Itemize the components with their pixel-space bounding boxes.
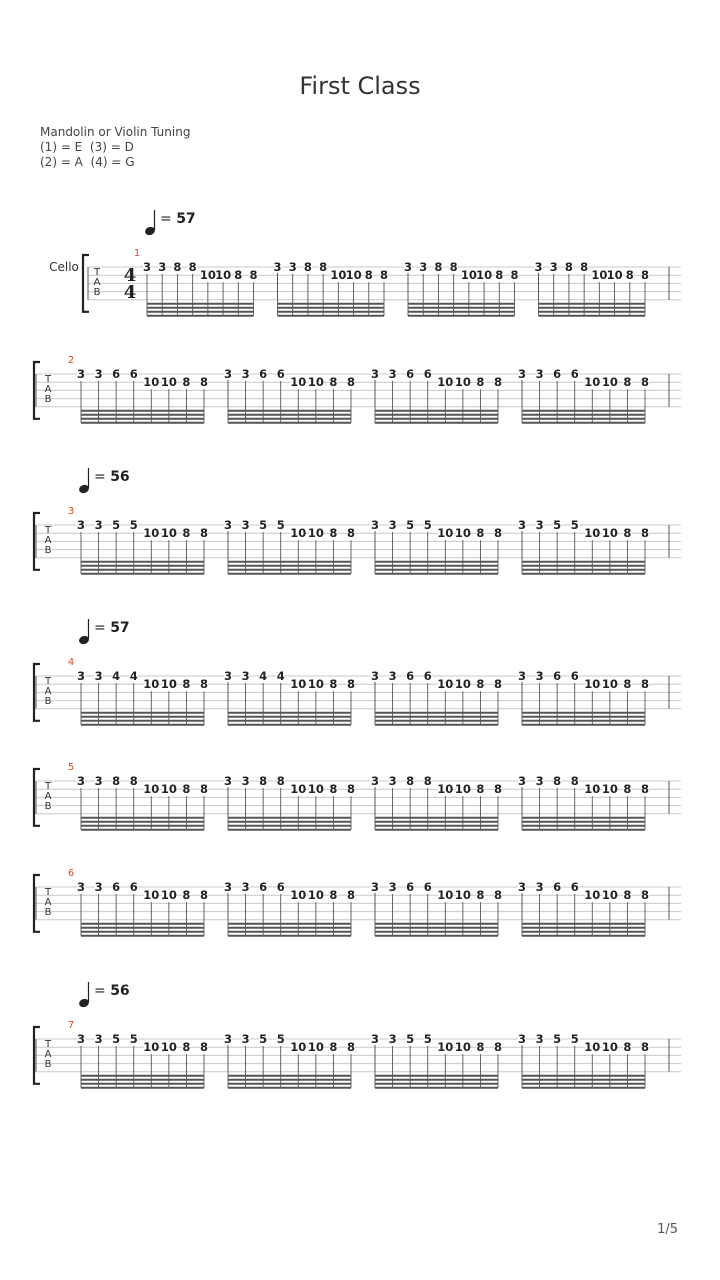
- fret-number: 3: [76, 1032, 86, 1046]
- fret-number: 10: [143, 1040, 160, 1055]
- fret-number: 8: [329, 1040, 338, 1055]
- fret-number: 5: [553, 1032, 562, 1046]
- fret-number: 5: [112, 1032, 121, 1046]
- fret-number: 8: [346, 677, 356, 692]
- tab-clef-letter: T: [44, 1039, 52, 1050]
- tab-clef-letter: B: [44, 1059, 52, 1070]
- fret-number: 3: [241, 518, 250, 532]
- fret-number: 8: [640, 677, 650, 692]
- fret-number: 6: [112, 880, 121, 894]
- fret-number: 8: [640, 268, 650, 283]
- fret-number: 3: [94, 669, 103, 683]
- tuning-heading: Mandolin or Violin Tuning: [40, 125, 191, 139]
- fret-number: 8: [493, 782, 503, 797]
- instrument-name: Cello: [49, 260, 79, 274]
- fret-number: 4: [112, 669, 121, 683]
- fret-number: 3: [388, 1032, 397, 1046]
- time-signature-bottom: 4: [123, 282, 137, 303]
- fret-number: 8: [329, 375, 338, 390]
- fret-number: 10: [143, 375, 160, 390]
- tab-clef-letter: A: [44, 384, 52, 395]
- fret-number: 8: [449, 260, 458, 274]
- fret-number: 8: [510, 268, 519, 283]
- fret-number: 10: [290, 782, 307, 797]
- fret-number: 10: [584, 375, 601, 390]
- page-number: 1/5: [657, 1222, 678, 1237]
- fret-number: 10: [290, 1040, 307, 1055]
- fret-number: 8: [329, 526, 338, 541]
- fret-number: 3: [388, 669, 397, 683]
- tab-clef-letter: B: [44, 907, 52, 918]
- fret-number: 10: [290, 375, 307, 390]
- tab-clef-letter: A: [44, 897, 52, 908]
- fret-number: 3: [534, 260, 543, 274]
- fret-number: 8: [640, 1040, 650, 1055]
- fret-number: 3: [223, 774, 233, 788]
- fret-number: 10: [290, 888, 307, 903]
- fret-number: 3: [535, 774, 544, 788]
- fret-number: 8: [199, 375, 209, 390]
- fret-number: 3: [535, 669, 544, 683]
- fret-number: 8: [640, 375, 650, 390]
- bar-number: 2: [67, 355, 75, 366]
- fret-number: 10: [601, 375, 618, 390]
- fret-number: 3: [388, 774, 397, 788]
- fret-number: 10: [143, 782, 160, 797]
- fret-number: 3: [403, 260, 413, 274]
- fret-number: 8: [329, 677, 338, 692]
- fret-number: 10: [143, 888, 160, 903]
- tab-clef-letter: B: [93, 287, 101, 298]
- fret-number: 10: [215, 268, 232, 283]
- fret-number: 3: [76, 774, 86, 788]
- fret-number: 6: [276, 880, 285, 894]
- fret-number: 3: [241, 774, 250, 788]
- fret-number: 8: [476, 782, 485, 797]
- fret-number: 6: [553, 367, 562, 381]
- fret-number: 8: [346, 1040, 356, 1055]
- fret-number: 3: [388, 518, 397, 532]
- fret-number: 8: [493, 375, 503, 390]
- fret-number: 6: [406, 669, 415, 683]
- fret-number: 6: [553, 669, 562, 683]
- bar-number: 6: [67, 868, 75, 879]
- fret-number: 3: [223, 669, 233, 683]
- fret-number: 8: [640, 888, 650, 903]
- fret-number: 10: [601, 782, 618, 797]
- fret-number: 8: [564, 260, 573, 274]
- fret-number: 10: [160, 526, 177, 541]
- fret-number: 6: [570, 367, 579, 381]
- fret-number: 8: [199, 782, 209, 797]
- fret-number: 10: [601, 677, 618, 692]
- fret-number: 8: [364, 268, 373, 283]
- fret-number: 6: [406, 367, 415, 381]
- fret-number: 10: [307, 1040, 324, 1055]
- fret-number: 8: [553, 774, 562, 788]
- fret-number: 4: [276, 669, 285, 683]
- fret-number: 3: [535, 367, 544, 381]
- fret-number: 8: [623, 888, 632, 903]
- fret-number: 3: [517, 367, 527, 381]
- fret-number: 10: [437, 782, 454, 797]
- fret-number: 8: [640, 526, 650, 541]
- fret-number: 10: [601, 888, 618, 903]
- fret-number: 3: [94, 367, 103, 381]
- tab-system: [34, 619, 681, 725]
- fret-number: 10: [454, 888, 471, 903]
- fret-number: 10: [454, 677, 471, 692]
- fret-number: 8: [188, 260, 197, 274]
- fret-number: 3: [158, 260, 167, 274]
- fret-number: 10: [143, 677, 160, 692]
- fret-number: 8: [493, 888, 503, 903]
- fret-number: 5: [553, 518, 562, 532]
- fret-number: 8: [346, 375, 356, 390]
- fret-number: 10: [454, 782, 471, 797]
- fret-number: 6: [406, 880, 415, 894]
- fret-number: 10: [591, 268, 608, 283]
- fret-number: 6: [570, 669, 579, 683]
- fret-number: 8: [346, 888, 356, 903]
- fret-number: 8: [346, 526, 356, 541]
- fret-number: 10: [307, 375, 324, 390]
- fret-number: 3: [288, 260, 297, 274]
- fret-number: 8: [476, 677, 485, 692]
- fret-number: 10: [584, 677, 601, 692]
- fret-number: 8: [623, 782, 632, 797]
- fret-number: 5: [276, 1032, 285, 1046]
- fret-number: 4: [129, 669, 138, 683]
- fret-number: 3: [370, 669, 380, 683]
- fret-number: 10: [330, 268, 347, 283]
- fret-number: 8: [406, 774, 415, 788]
- fret-number: 10: [601, 526, 618, 541]
- fret-number: 8: [379, 268, 389, 283]
- fret-number: 8: [249, 268, 258, 283]
- fret-number: 8: [495, 268, 504, 283]
- fret-number: 10: [601, 1040, 618, 1055]
- fret-number: 5: [259, 518, 268, 532]
- fret-number: 5: [570, 518, 579, 532]
- fret-number: 3: [535, 518, 544, 532]
- fret-number: 3: [549, 260, 558, 274]
- fret-number: 3: [76, 669, 86, 683]
- tuning-line-1: (1) = E (3) = D: [40, 140, 134, 154]
- fret-number: 8: [199, 1040, 209, 1055]
- fret-number: 8: [199, 888, 209, 903]
- tab-clef-letter: A: [44, 1049, 52, 1060]
- fret-number: 10: [160, 677, 177, 692]
- fret-number: 10: [307, 677, 324, 692]
- fret-number: 3: [76, 880, 86, 894]
- fret-number: 6: [553, 880, 562, 894]
- tab-clef-letter: A: [44, 791, 52, 802]
- tuning-line-2: (2) = A (4) = G: [40, 155, 135, 169]
- fret-number: 10: [437, 888, 454, 903]
- fret-number: 8: [112, 774, 121, 788]
- fret-number: 10: [290, 677, 307, 692]
- fret-number: 6: [570, 880, 579, 894]
- tab-clef-letter: T: [44, 781, 52, 792]
- fret-number: 6: [259, 367, 268, 381]
- fret-number: 10: [160, 375, 177, 390]
- fret-number: 10: [584, 888, 601, 903]
- fret-number: 3: [517, 774, 527, 788]
- fret-number: 8: [276, 774, 285, 788]
- fret-number: 3: [370, 880, 380, 894]
- fret-number: 10: [584, 1040, 601, 1055]
- fret-number: 10: [307, 526, 324, 541]
- fret-number: 10: [160, 888, 177, 903]
- fret-number: 8: [423, 774, 432, 788]
- fret-number: 8: [493, 1040, 503, 1055]
- fret-number: 3: [241, 880, 250, 894]
- song-title: First Class: [299, 72, 421, 100]
- fret-number: 3: [76, 518, 86, 532]
- fret-number: 3: [94, 774, 103, 788]
- time-signature-top: 4: [123, 265, 137, 286]
- fret-number: 10: [307, 782, 324, 797]
- bar-number: 5: [67, 762, 75, 773]
- fret-number: 8: [476, 375, 485, 390]
- fret-number: 8: [234, 268, 243, 283]
- tab-clef-letter: T: [44, 525, 52, 536]
- tab-clef-letter: A: [44, 535, 52, 546]
- fret-number: 5: [406, 518, 415, 532]
- fret-number: 8: [476, 1040, 485, 1055]
- fret-number: 6: [423, 669, 432, 683]
- fret-number: 10: [437, 677, 454, 692]
- fret-number: 6: [129, 367, 138, 381]
- fret-number: 3: [517, 1032, 527, 1046]
- fret-number: 10: [606, 268, 623, 283]
- tab-system: [34, 868, 681, 936]
- fret-number: 8: [623, 526, 632, 541]
- fret-number: 3: [535, 1032, 544, 1046]
- fret-number: 3: [535, 880, 544, 894]
- fret-number: 3: [388, 880, 397, 894]
- bar-number: 1: [133, 248, 141, 259]
- tempo-marking: = 57: [160, 211, 196, 227]
- fret-number: 8: [182, 1040, 191, 1055]
- tab-clef-letter: B: [44, 801, 52, 812]
- tab-clef-letter: T: [44, 374, 52, 385]
- fret-number: 6: [259, 880, 268, 894]
- fret-number: 8: [476, 888, 485, 903]
- fret-number: 8: [434, 260, 443, 274]
- fret-number: 3: [223, 518, 233, 532]
- fret-number: 8: [346, 782, 356, 797]
- fret-number: 10: [460, 268, 477, 283]
- tab-clef-letter: B: [44, 394, 52, 405]
- fret-number: 3: [273, 260, 282, 274]
- fret-number: 3: [517, 669, 527, 683]
- fret-number: 3: [370, 1032, 380, 1046]
- fret-number: 10: [143, 526, 160, 541]
- fret-number: 8: [623, 677, 632, 692]
- fret-number: 3: [370, 367, 380, 381]
- tab-clef-letter: T: [93, 267, 101, 278]
- tab-clef-letter: B: [44, 696, 52, 707]
- fret-number: 6: [129, 880, 138, 894]
- tab-system: [34, 982, 681, 1088]
- fret-number: 5: [129, 518, 138, 532]
- fret-number: 10: [160, 1040, 177, 1055]
- tab-clef-letter: T: [44, 887, 52, 898]
- fret-number: 5: [129, 1032, 138, 1046]
- fret-number: 10: [454, 1040, 471, 1055]
- tempo-marking: = 57: [94, 620, 130, 636]
- fret-number: 5: [423, 518, 432, 532]
- fret-number: 3: [94, 880, 103, 894]
- tab-clef-letter: T: [44, 676, 52, 687]
- tab-system: [34, 355, 681, 423]
- fret-number: 10: [437, 375, 454, 390]
- fret-number: 10: [345, 268, 362, 283]
- fret-number: 10: [437, 526, 454, 541]
- tab-system: [34, 468, 681, 574]
- fret-number: 8: [173, 260, 182, 274]
- fret-number: 10: [454, 375, 471, 390]
- fret-number: 8: [493, 526, 503, 541]
- fret-number: 10: [160, 782, 177, 797]
- fret-number: 8: [199, 677, 209, 692]
- fret-number: 8: [199, 526, 209, 541]
- fret-number: 6: [112, 367, 121, 381]
- fret-number: 8: [182, 677, 191, 692]
- tab-clef-letter: A: [93, 277, 101, 288]
- tab-system: [34, 762, 681, 830]
- fret-number: 5: [259, 1032, 268, 1046]
- tab-system: [49, 210, 681, 316]
- fret-number: 3: [223, 880, 233, 894]
- fret-number: 5: [276, 518, 285, 532]
- fret-number: 4: [259, 669, 268, 683]
- fret-number: 8: [580, 260, 589, 274]
- fret-number: 10: [584, 782, 601, 797]
- fret-number: 3: [388, 367, 397, 381]
- fret-number: 3: [370, 518, 380, 532]
- fret-number: 3: [94, 1032, 103, 1046]
- fret-number: 8: [319, 260, 328, 274]
- tempo-marking: = 56: [94, 469, 130, 485]
- tab-clef-letter: B: [44, 545, 52, 556]
- tempo-marking: = 56: [94, 983, 130, 999]
- bar-number: 4: [67, 657, 75, 668]
- bar-number: 7: [67, 1020, 75, 1031]
- fret-number: 3: [223, 367, 233, 381]
- fret-number: 8: [329, 782, 338, 797]
- fret-number: 3: [517, 518, 527, 532]
- fret-number: 5: [423, 1032, 432, 1046]
- fret-number: 8: [129, 774, 138, 788]
- fret-number: 8: [303, 260, 312, 274]
- fret-number: 3: [419, 260, 428, 274]
- fret-number: 8: [182, 888, 191, 903]
- fret-number: 3: [76, 367, 86, 381]
- fret-number: 6: [276, 367, 285, 381]
- fret-number: 10: [584, 526, 601, 541]
- fret-number: 8: [182, 375, 191, 390]
- fret-number: 10: [290, 526, 307, 541]
- fret-number: 3: [241, 1032, 250, 1046]
- fret-number: 8: [640, 782, 650, 797]
- fret-number: 3: [94, 518, 103, 532]
- fret-number: 3: [142, 260, 152, 274]
- fret-number: 8: [623, 1040, 632, 1055]
- fret-number: 8: [259, 774, 268, 788]
- fret-number: 8: [570, 774, 579, 788]
- bar-number: 3: [67, 506, 75, 517]
- fret-number: 8: [182, 526, 191, 541]
- fret-number: 8: [493, 677, 503, 692]
- fret-number: 8: [476, 526, 485, 541]
- fret-number: 10: [199, 268, 216, 283]
- fret-number: 8: [623, 375, 632, 390]
- fret-number: 10: [307, 888, 324, 903]
- fret-number: 3: [517, 880, 527, 894]
- fret-number: 5: [406, 1032, 415, 1046]
- fret-number: 10: [454, 526, 471, 541]
- fret-number: 5: [112, 518, 121, 532]
- fret-number: 3: [223, 1032, 233, 1046]
- fret-number: 3: [241, 367, 250, 381]
- fret-number: 10: [476, 268, 493, 283]
- fret-number: 8: [329, 888, 338, 903]
- fret-number: 3: [370, 774, 380, 788]
- fret-number: 8: [182, 782, 191, 797]
- tab-clef-letter: A: [44, 686, 52, 697]
- fret-number: 6: [423, 880, 432, 894]
- fret-number: 6: [423, 367, 432, 381]
- fret-number: 8: [625, 268, 634, 283]
- fret-number: 10: [437, 1040, 454, 1055]
- fret-number: 5: [570, 1032, 579, 1046]
- fret-number: 3: [241, 669, 250, 683]
